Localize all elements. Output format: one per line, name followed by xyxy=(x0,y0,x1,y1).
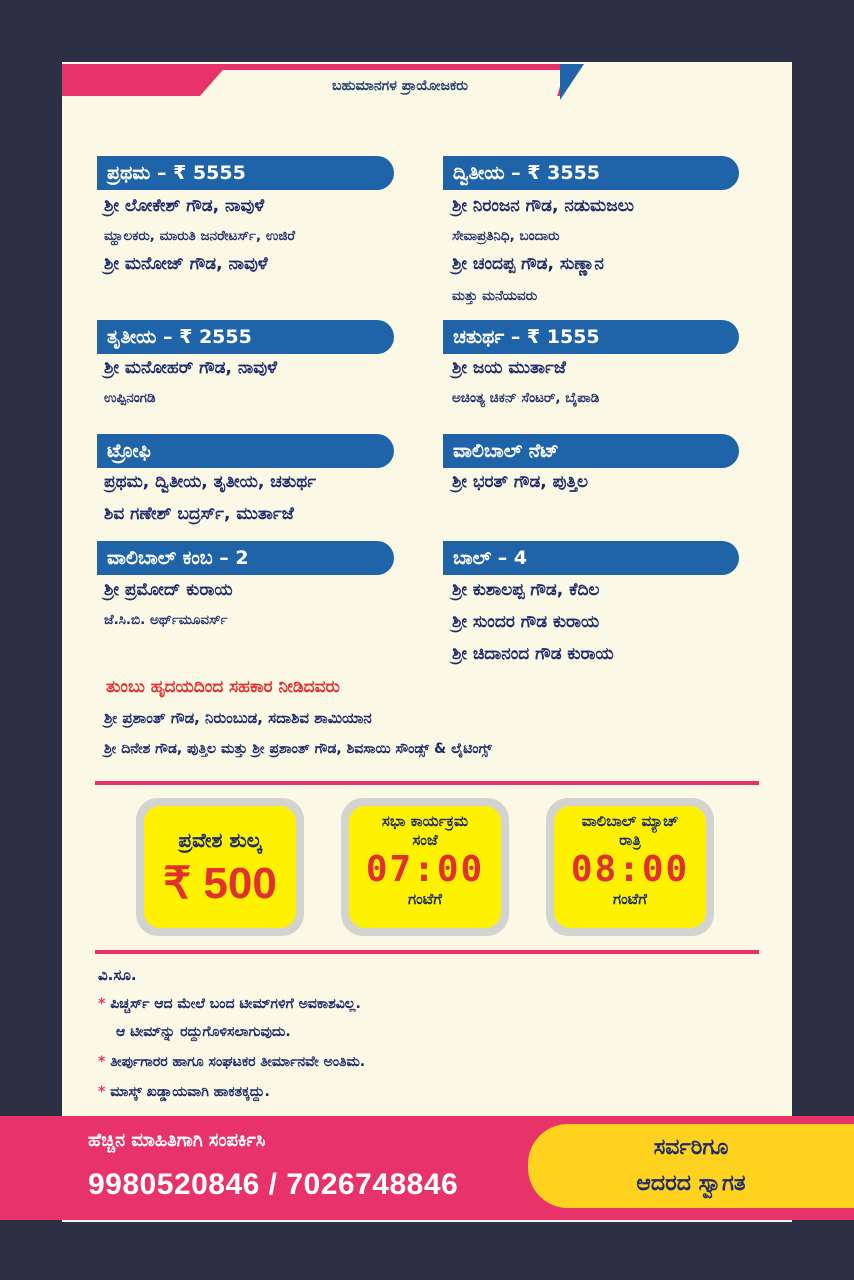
notes-heading: ವಿ.ಸೂ. xyxy=(98,966,137,984)
contact-label: ಹೆಚ್ಚಿನ ಮಾಹಿತಿಗಾಗಿ ಸಂಪರ್ಕಿಸಿ xyxy=(88,1130,266,1151)
prize-line: ಮ್ಹಾಲಕರು, ಮಾರುತಿ ಜನರೇಟರ್ಸ್, ಉಜಿರೆ xyxy=(104,228,296,244)
prize-title-trophy: ಟ್ರೋಫಿ xyxy=(97,434,394,468)
entry-fee-title: ಪ್ರವೇಶ ಶುಲ್ಕ xyxy=(178,828,262,852)
prize-line: ಶ್ರೀ ಲೋಕೇಶ್ ಗೌಡ, ನಾವುಳೆ xyxy=(104,196,265,216)
divider xyxy=(95,781,759,785)
prize-line: ಶ್ರೀ ಭರತ್ ಗೌಡ, ಪುತ್ತಿಲ xyxy=(452,472,588,492)
match-time-box xyxy=(546,798,714,936)
note-item: ಆ ಟೀಮ್‌ನ್ನು ರದ್ದುಗೊಳಿಸಲಾಗುವುದು. xyxy=(116,1024,291,1040)
prize-line: ಶ್ರೀ ಚಂದಪ್ಪ ಗೌಡ, ಸುಣ್ಣಾನ xyxy=(452,254,604,274)
prize-line: ಶ್ರೀ ಸುಂದರ ಗೌಡ ಕುರಾಯ xyxy=(452,612,600,632)
prize-line: ಮತ್ತು ಮನೆಯವರು xyxy=(452,288,538,304)
prize-title-second: ದ್ವಿತೀಯ – ₹ 3555 xyxy=(443,156,739,190)
sabha-title: ಸಭಾ ಕಾರ್ಯಕ್ರಮ xyxy=(381,812,469,830)
sabha-unit: ಗಂಟೆಗೆ xyxy=(408,890,442,908)
prize-line: ಶ್ರೀ ನಿರಂಜನ ಗೌಡ, ನಡುಮಜಲು xyxy=(452,196,635,216)
sabha-time-box xyxy=(341,798,509,936)
bullet-star-icon: * xyxy=(98,996,106,1012)
prize-line: ಜೆ.ಸಿ.ಬಿ. ಅರ್ಥ್‌ಮೂವರ್ಸ್ xyxy=(104,612,228,628)
welcome-line-1: ಸರ್ವರಿಗೂ xyxy=(653,1135,729,1160)
match-subtitle: ರಾತ್ರಿ xyxy=(619,831,641,849)
prize-title-first: ಪ್ರಥಮ – ₹ 5555 xyxy=(97,156,394,190)
prize-title-ball: ಬಾಲ್ – 4 xyxy=(443,541,739,575)
prize-title-poles: ವಾಲಿಬಾಲ್ ಕಂಬ – 2 xyxy=(97,541,394,575)
prize-line: ಶ್ರೀ ಚಿದಾನಂದ ಗೌಡ ಕುರಾಯ xyxy=(452,644,614,664)
prize-line: ಅಚಿಂತ್ಯ ಚಿಕನ್ ಸೆಂಟರ್, ಬೈಪಾಡಿ xyxy=(452,390,600,406)
sabha-subtitle: ಸಂಜೆ xyxy=(412,831,438,849)
thanks-line: ಶ್ರೀ ದಿನೇಶ ಗೌಡ, ಪುತ್ತಿಲ ಮತ್ತು ಶ್ರೀ ಪ್ರಶಾಂತ್ ಗೌಡ, ಶಿವಸಾಯಿ ಸೌಂಡ್ಸ್ & ಲೈಟಿಂಗ್ಸ್ xyxy=(104,741,492,757)
thanks-title: ತುಂಬು ಹೃದಯದಿಂದ ಸಹಕಾರ ನೀಡಿದವರು xyxy=(106,677,340,697)
note-item: * ತೀರ್ಪುಗಾರರ ಹಾಗೂ ಸಂಘಟಕರ ತೀರ್ಮಾನವೇ ಅಂತಿಮ. xyxy=(98,1054,366,1070)
prize-line: ಸೇವಾಪ್ರತಿನಿಧಿ, ಬಂದಾರು xyxy=(452,228,560,244)
prize-line: ಉಪ್ಪಿನಂಗಡಿ xyxy=(104,390,156,406)
match-time: 08:00 xyxy=(570,849,690,890)
bullet-star-icon: * xyxy=(98,1084,106,1100)
match-unit: ಗಂಟೆಗೆ xyxy=(613,890,647,908)
prize-line: ಶಿವ ಗಣೇಶ್ ಬದ್ರರ್ಸ್, ಮುರ್ತಾಜೆ xyxy=(104,504,294,524)
banner-title: ಬಹುಮಾನಗಳ ಪ್ರಾಯೋಜಕರು xyxy=(331,78,469,94)
prize-line: ಶ್ರೀ ಜಯ ಮುರ್ತಾಜೆ xyxy=(452,358,566,378)
note-item: * ಪಿಚ್ಚರ್ಸ್ ಆದ ಮೇಲೆ ಬಂದ ಟೀಮ್‌ಗಳಿಗೆ ಅವಕಾಶವಿಲ್ಲ. xyxy=(98,996,361,1012)
entry-fee-value: ₹ 500 xyxy=(163,859,277,908)
prize-title-fourth: ಚತುರ್ಥ – ₹ 1555 xyxy=(443,320,739,354)
welcome-line-2: ಆದರದ ಸ್ವಾಗತ xyxy=(636,1171,746,1196)
divider xyxy=(95,950,759,954)
thanks-line: ಶ್ರೀ ಪ್ರಶಾಂತ್ ಗೌಡ, ನಿರುಂಬುಡ, ಸದಾಶಿವ ಶಾಮಿಯಾನ xyxy=(104,709,372,727)
match-title: ವಾಲಿಬಾಲ್ ಮ್ಯಾಚ್ xyxy=(581,812,679,830)
prize-line: ಶ್ರೀ ಪ್ರಮೋದ್ ಕುರಾಯ xyxy=(104,580,233,600)
prize-line: ಶ್ರೀ ಕುಶಾಲಪ್ಪ ಗೌಡ, ಕೆದಿಲ xyxy=(452,580,600,600)
sabha-time: 07:00 xyxy=(365,849,485,890)
prize-title-third: ತೃತೀಯ – ₹ 2555 xyxy=(97,320,394,354)
prize-title-net: ವಾಲಿಬಾಲ್ ನೆಟ್ xyxy=(443,434,739,468)
prize-line: ಪ್ರಥಮ, ದ್ವಿತೀಯ, ತೃತೀಯ, ಚತುರ್ಥ xyxy=(104,472,317,492)
contact-phones: 9980520846 / 7026748846 xyxy=(88,1168,459,1201)
welcome-badge xyxy=(528,1124,854,1208)
note-item: * ಮಾಸ್ಕ್ ಖಡ್ಡಾಯವಾಗಿ ಹಾಕತಕ್ಕದ್ದು. xyxy=(98,1084,270,1100)
prize-line: ಶ್ರೀ ಮನೋಜ್ ಗೌಡ, ನಾವುಳೆ xyxy=(104,254,268,274)
entry-fee-box xyxy=(136,798,304,936)
bullet-star-icon: * xyxy=(98,1054,106,1070)
prize-line: ಶ್ರೀ ಮನೋಹರ್ ಗೌಡ, ನಾವುಳೆ xyxy=(104,358,278,378)
